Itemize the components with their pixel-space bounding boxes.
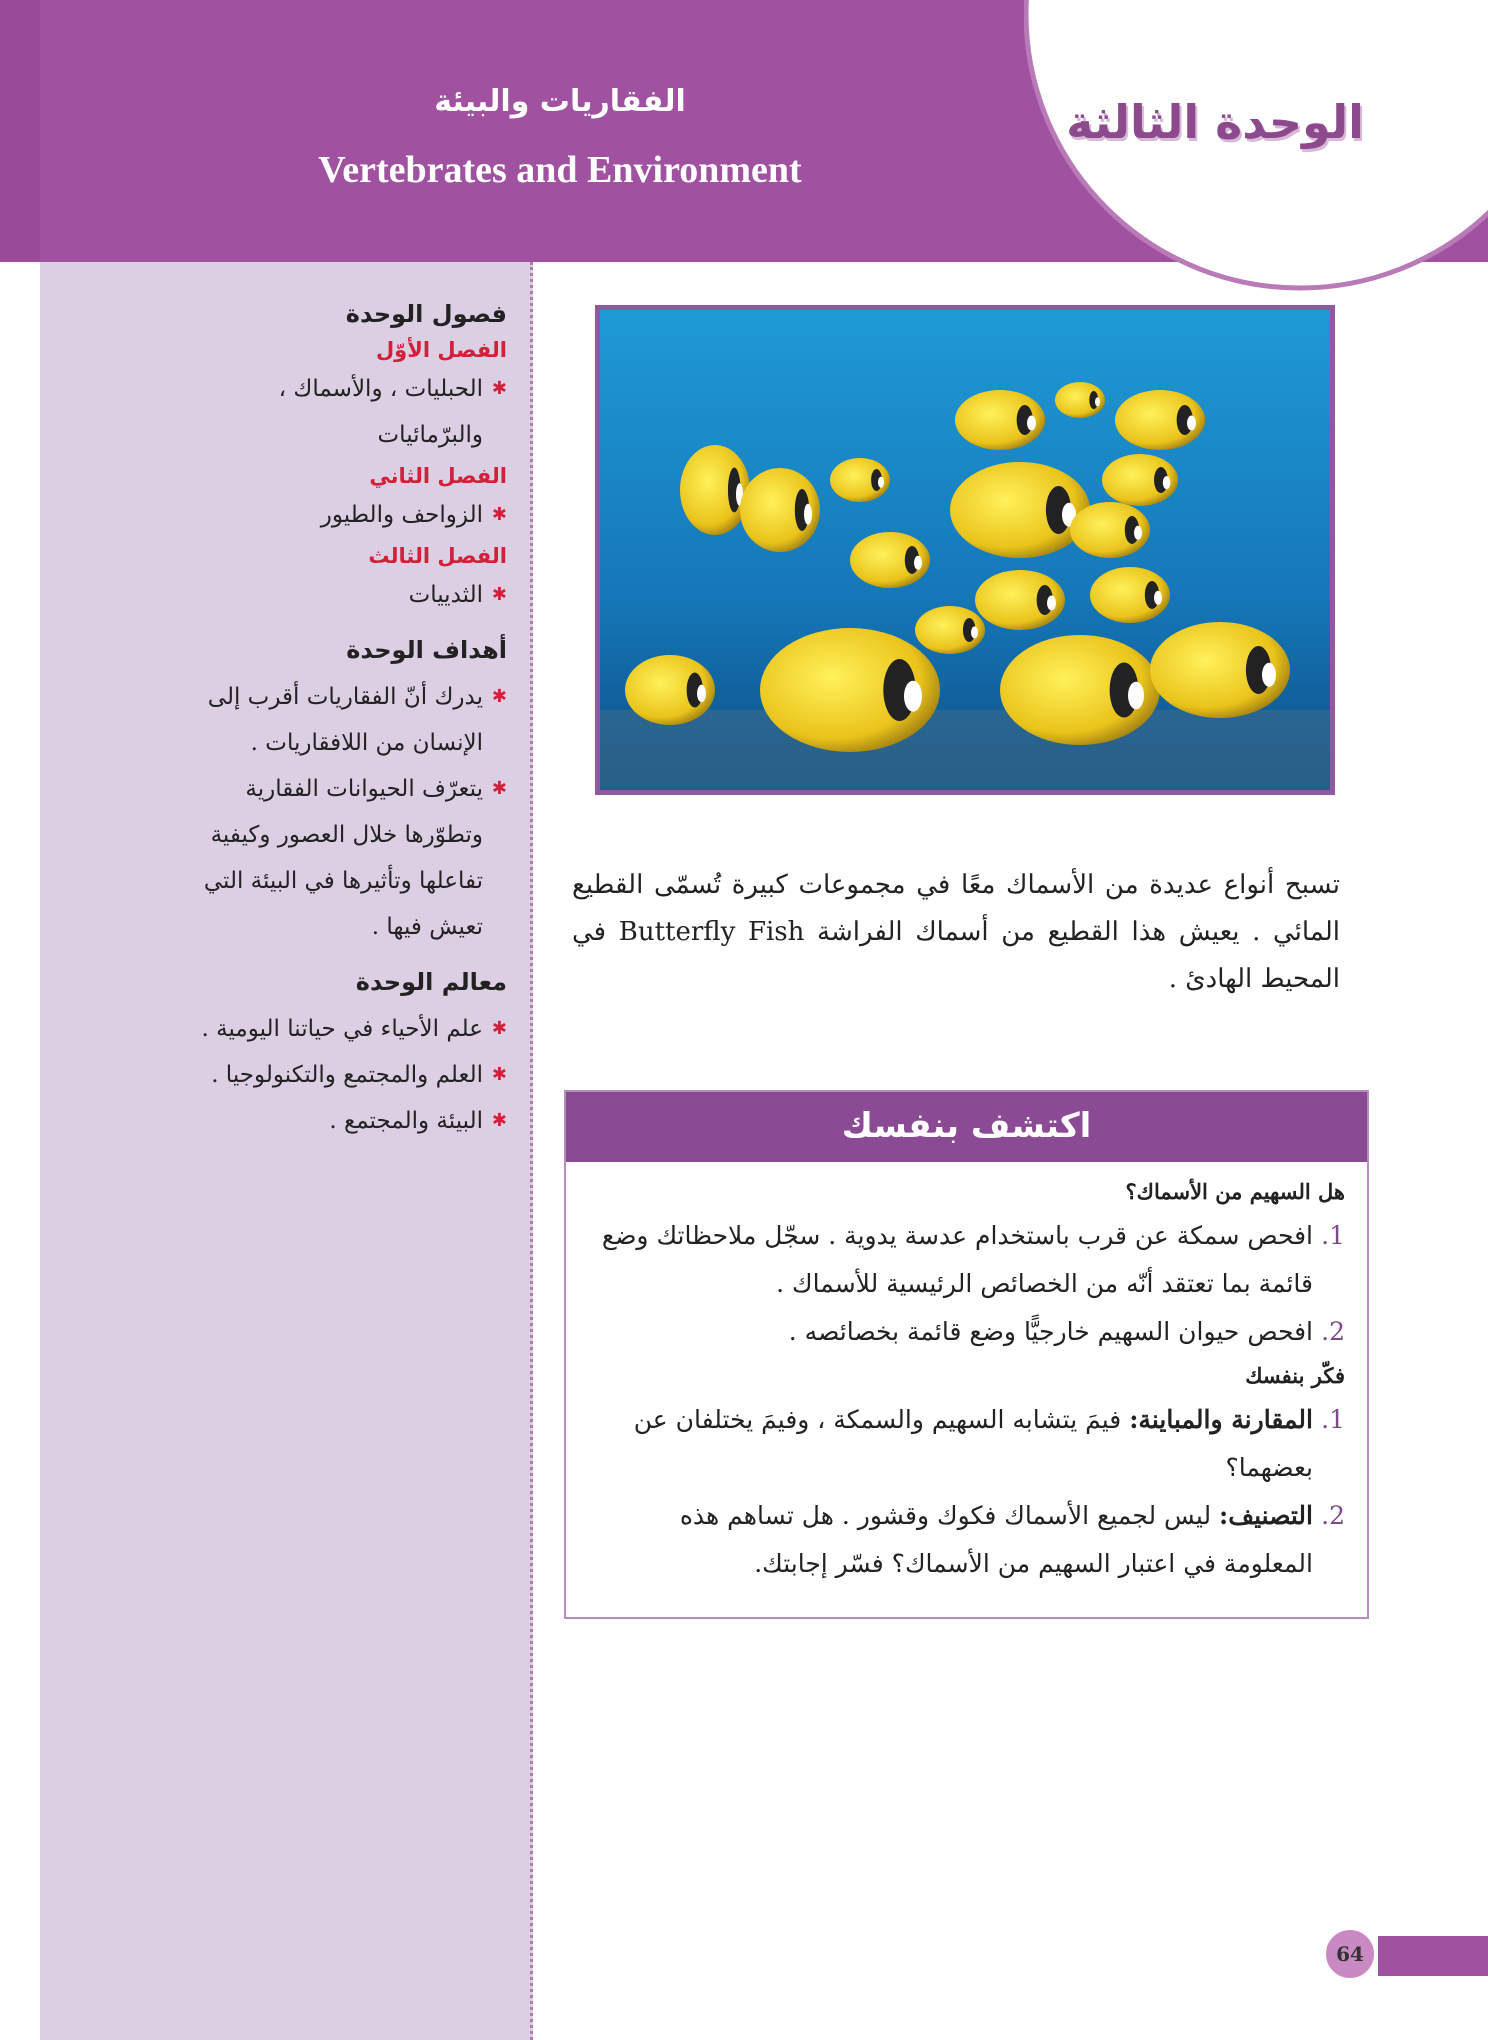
goal-item: [170, 766, 507, 950]
fish: [680, 445, 750, 535]
goal-item: [170, 674, 507, 766]
fish: [1090, 567, 1170, 623]
chapter-label: الفصل الثاني: [369, 464, 507, 488]
chapter-label: الفصل الثالث: [368, 544, 507, 568]
bullet-star-icon: ✱: [491, 1110, 507, 1131]
think-number: 2.: [1321, 1501, 1345, 1530]
chapter-item: [170, 366, 507, 458]
page-number-bar: [1378, 1936, 1488, 1976]
think-heading: فكّر بنفسك: [1245, 1363, 1345, 1388]
step-number: 2.: [1321, 1317, 1345, 1346]
feature-item: [170, 1052, 507, 1098]
chapter-label: الفصل الأوّل: [375, 338, 507, 362]
fish: [1070, 502, 1150, 558]
discover-step: [588, 1212, 1345, 1308]
bullet-star-icon: ✱: [491, 378, 507, 399]
header-strip: [0, 0, 40, 262]
fish-school-image: [600, 310, 1330, 790]
feature-text: علم الأحياء في حياتنا اليومية .: [201, 1016, 483, 1042]
fish: [1115, 390, 1205, 450]
step-text: افحص سمكة عن قرب باستخدام عدسة يدوية . سجّل ملاحظاتك وضع قائمة بما تعتقد أنّه من الخصائص الرئيسية للأسماك .: [601, 1221, 1313, 1298]
fish: [1150, 622, 1290, 718]
feature-item: [170, 1098, 507, 1144]
chapters-section: [170, 300, 507, 618]
fish: [1000, 635, 1160, 745]
fish: [740, 468, 820, 552]
think-label: المقارنة والمباينة:: [1129, 1405, 1313, 1434]
bullet-star-icon: ✱: [491, 1018, 507, 1039]
think-item: [588, 1492, 1345, 1588]
chapter-item: [170, 492, 507, 538]
chapter-item-text: الحبليات ، والأسماك ، والبرّمائيات: [278, 376, 483, 448]
unit-title-english: Vertebrates and Environment: [318, 149, 802, 191]
unit-label: الوحدة الثالثة: [1066, 95, 1364, 149]
discover-yourself-box: [564, 1090, 1369, 1619]
sidebar-content: [170, 300, 507, 1162]
fish: [955, 390, 1045, 450]
bullet-star-icon: ✱: [491, 778, 507, 799]
fish: [830, 458, 890, 502]
chapter-item: [170, 572, 507, 618]
fish: [975, 570, 1065, 630]
think-number: 1.: [1321, 1405, 1345, 1434]
think-text: ليس لجميع الأسماك فكوك وقشور . هل تساهم هذه المعلومة في اعتبار السهيم من الأسماك؟ فسّر إجابتك.: [679, 1501, 1313, 1578]
goal-text: يدرك أنّ الفقاريات أقرب إلى الإنسان من اللافقاريات .: [207, 684, 483, 756]
fish: [915, 606, 985, 654]
bullet-star-icon: ✱: [491, 504, 507, 525]
features-heading: معالم الوحدة: [355, 968, 507, 996]
fish: [760, 628, 940, 752]
bullet-star-icon: ✱: [491, 686, 507, 707]
chapter-item-text: الزواحف والطيور: [320, 502, 483, 528]
fish: [625, 655, 715, 725]
think-item: [588, 1396, 1345, 1492]
intro-paragraph: تسبح أنواع عديدة من الأسماك معًا في مجموعات كبيرة تُسمّى القطيع المائي . يعيش هذا القطيع من أسماك الفراشة Butterfly Fish في المحيط الهادئ .: [572, 870, 1340, 994]
goal-text: يتعرّف الحيوانات الفقارية وتطوّرها خلال العصور وكيفية تفاعلها وتأثيرها في البيئة التي تعيش فيها .: [203, 776, 483, 940]
feature-text: البيئة والمجتمع .: [329, 1108, 483, 1134]
fish: [850, 532, 930, 588]
unit-title-arabic: الفقاريات والبيئة: [434, 84, 686, 119]
fish: [1102, 454, 1178, 506]
bullet-star-icon: ✱: [491, 584, 507, 605]
step-number: 1.: [1321, 1221, 1345, 1250]
think-text: فيمَ يتشابه السهيم والسمكة ، وفيمَ يختلفان عن بعضهما؟: [633, 1405, 1313, 1482]
feature-item: [170, 1006, 507, 1052]
fish: [950, 462, 1090, 558]
butterfly-fish-photo: [595, 305, 1335, 795]
goals-heading: أهداف الوحدة: [346, 636, 507, 664]
bullet-star-icon: ✱: [491, 1064, 507, 1085]
discover-box-title: اكتشف بنفسك: [566, 1092, 1367, 1162]
chapters-heading: فصول الوحدة: [345, 300, 507, 328]
discover-step: [588, 1308, 1345, 1356]
think-label: التصنيف:: [1219, 1501, 1313, 1530]
features-section: [170, 968, 507, 1144]
chapter-item-text: الثدييات: [408, 582, 483, 608]
discover-question: هل السهيم من الأسماك؟: [1125, 1179, 1345, 1204]
page-number: 64: [1322, 1926, 1378, 1982]
goals-section: [170, 636, 507, 950]
fish: [1055, 382, 1105, 418]
step-text: افحص حيوان السهيم خارجيًّا وضع قائمة بخصائصه .: [788, 1317, 1313, 1346]
feature-text: العلم والمجتمع والتكنولوجيا .: [211, 1062, 483, 1088]
